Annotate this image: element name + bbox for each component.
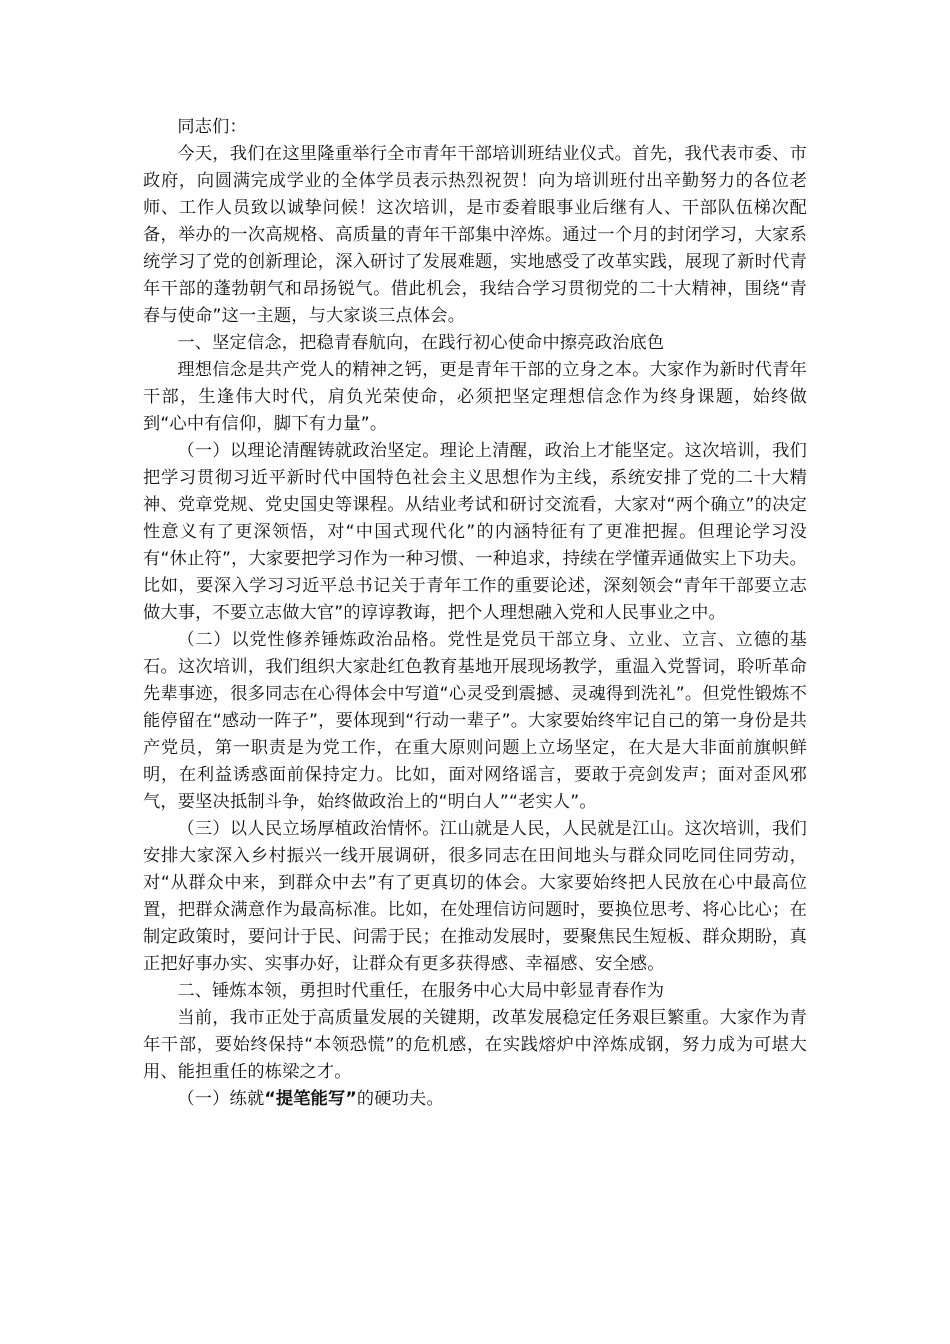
opening-paragraph: 今天，我们在这里隆重举行全市青年干部培训班结业仪式。首先，我代表市委、市政府，向圆满完成学业的全体学员表示热烈祝贺！向为培训班付出辛勤努力的各位老师、工作人员致以诚挚问候！这次培训，是市委着眼事业后继有人、干部队伍梯次配备，举办的一次高规格、高质量的青年干部集中淬炼。通过一个月的封闭学习，大家系统学习了党的创新理论，深入研讨了发展难题，实地感受了改革实践，展现了新时代青年干部的蓬勃朝气和昂扬锐气。借此机会，我结合学习贯彻党的二十大精神，围绕“青春与使命”这一主题，与大家谈三点体会。 xyxy=(143,144,807,326)
section-1-point-1: （一）以理论清醒铸就政治坚定。理论上清醒，政治上才能坚定。这次培训，我们把学习贯彻习近平新时代中国特色社会主义思想作为主线，系统安排了党的二十大精神、党章党规、党史国史等课程。从结业考试和研讨交流看，大家对“两个确立”的决定性意义有了更深领悟，对“中国式现代化”的内涵特征有了更准把握。但理论学习没有“休止符”，大家要把学习作为一种习惯、一种追求，持续在学懂弄通做实上下功夫。比如，要深入学习习近平总书记关于青年工作的重要论述，深刻领会“青年干部要立志做大事，不要立志做大官”的谆谆教诲，把个人理想融入党和人民事业之中。 xyxy=(143,441,807,623)
section-1-point-2: （二）以党性修养锤炼政治品格。党性是党员干部立身、立业、立言、立德的基石。这次培训，我们组织大家赴红色教育基地开展现场教学，重温入党誓词，聆听革命先辈事迹，很多同志在心得体会中写道“心灵受到震撼、灵魂得到洗礼”。但党性锻炼不能停留在“感动一阵子”，要体现到“行动一辈子”。大家要始终牢记自己的第一身份是共产党员，第一职责是为党工作，在重大原则问题上立场坚定，在大是大非面前旗帜鲜明，在利益诱惑面前保持定力。比如，面对网络谣言，要敢于亮剑发声；面对歪风邪气，要坚决抵制斗争，始终做政治上的“明白人”“老实人”。 xyxy=(143,630,807,812)
section-heading-2: 二、锤炼本领，勇担时代重任，在服务中心大局中彰显青春作为 xyxy=(177,981,665,1001)
salutation: 同志们： xyxy=(177,117,247,137)
section-heading-1: 一、坚定信念，把稳青春航向，在践行初心使命中擦亮政治底色 xyxy=(177,333,665,353)
point-prefix: （一）练就 xyxy=(177,1089,265,1109)
section-2-intro: 当前，我市正处于高质量发展的关键期，改革发展稳定任务艰巨繁重。大家作为青年干部，要始终保持“本领恐慌”的危机感，在实践熔炉中淬炼成钢，努力成为可堪大用、能担重任的栋梁之才。 xyxy=(143,1008,807,1082)
point-emphasis: “提笔能写” xyxy=(264,1089,357,1109)
section-1-intro: 理想信念是共产党人的精神之钙，更是青年干部的立身之本。大家作为新时代青年干部，生逢伟大时代，肩负光荣使命，必须把坚定理想信念作为终身课题，始终做到“心中有信仰，脚下有力量”。 xyxy=(143,360,807,434)
section-2-point-1 xyxy=(143,1086,807,1113)
point-suffix: 的硬功夫。 xyxy=(356,1089,444,1109)
document-body xyxy=(143,114,807,1113)
section-1-point-3: （三）以人民立场厚植政治情怀。江山就是人民，人民就是江山。这次培训，我们安排大家深入乡村振兴一线开展调研，很多同志在田间地头与群众同吃同住同劳动，对“从群众中来，到群众中去”有了更真切的体会。大家要始终把人民放在心中最高位置，把群众满意作为最高标准。比如，在处理信访问题时，要换位思考、将心比心；在制定政策时，要问计于民、问需于民；在推动发展时，要聚焦民生短板、群众期盼，真正把好事办实、实事办好，让群众有更多获得感、幸福感、安全感。 xyxy=(143,819,807,974)
